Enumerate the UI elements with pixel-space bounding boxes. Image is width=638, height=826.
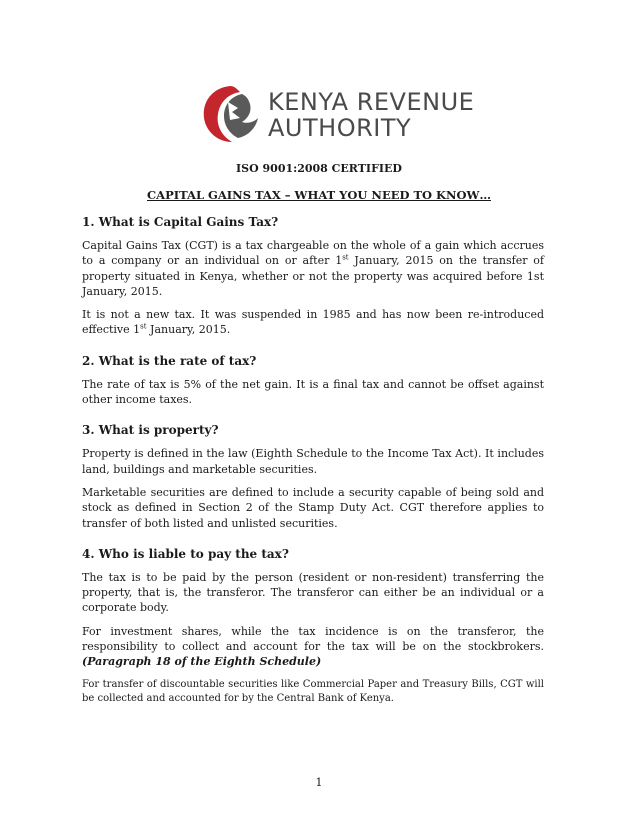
section-1-paragraph-1: Capital Gains Tax (CGT) is a tax chargeable on the whole of a gain which accrues to a company or an individual on or after 1st January, 2015 on the transfer of property situated in Kenya, whether or not the property was acquired before 1st January, 2015.: [82, 239, 544, 298]
lion-head-logo-icon: [198, 82, 262, 146]
section-3-heading: 3. What is property?: [82, 423, 219, 438]
section-2-heading: 2. What is the rate of tax?: [82, 353, 257, 368]
section-4-paragraph-1: The tax is to be paid by the person (resident or non-resident) transferring the property, that is, the transferor. The transferor can either be an individual or a corporate body.: [82, 570, 544, 615]
section-1-paragraph-2: It is not a new tax. It was suspended in 1985 and has now been re-introduced effective 1st January, 2015.: [82, 308, 544, 337]
certification-heading: ISO 9001:2008 CERTIFIED: [236, 162, 402, 175]
logo-text-line1: KENYA REVENUE: [268, 88, 475, 116]
section-1-heading: 1. What is Capital Gains Tax?: [82, 215, 279, 229]
logo-text-line2: AUTHORITY: [268, 114, 412, 142]
section-4-paragraph-2: For investment shares, while the tax incidence is on the transferor, the responsibility to collect and account for the tax will be on the stockbrokers. (Paragraph 18 of the Eighth Schedule): [82, 624, 544, 669]
document-body: [82, 214, 544, 706]
kra-logo: [198, 82, 498, 146]
section-4-paragraph-3: For transfer of discountable securities like Commercial Paper and Treasury Bills, CGT will be collected and accounted for by the Central Bank of Kenya.: [82, 678, 544, 704]
section-3-paragraph-2: Marketable securities are defined to include a security capable of being sold and stock as defined in Section 2 of the Stamp Duty Act. CGT therefore applies to transfer of both listed and unlisted securities.: [82, 485, 544, 530]
paragraph-reference: (Paragraph 18 of the Eighth Schedule): [82, 655, 322, 669]
section-4-heading: 4. Who is liable to pay the tax?: [82, 546, 289, 561]
document-title: CAPITAL GAINS TAX – WHAT YOU NEED TO KNOW…: [147, 188, 491, 202]
section-2-paragraph-1: The rate of tax is 5% of the net gain. It is a final tax and cannot be offset against other income taxes.: [82, 377, 544, 407]
page-number: 1: [315, 776, 323, 789]
section-3-paragraph-1: Property is defined in the law (Eighth Schedule to the Income Tax Act). It includes land, buildings and marketable securities.: [82, 447, 544, 476]
